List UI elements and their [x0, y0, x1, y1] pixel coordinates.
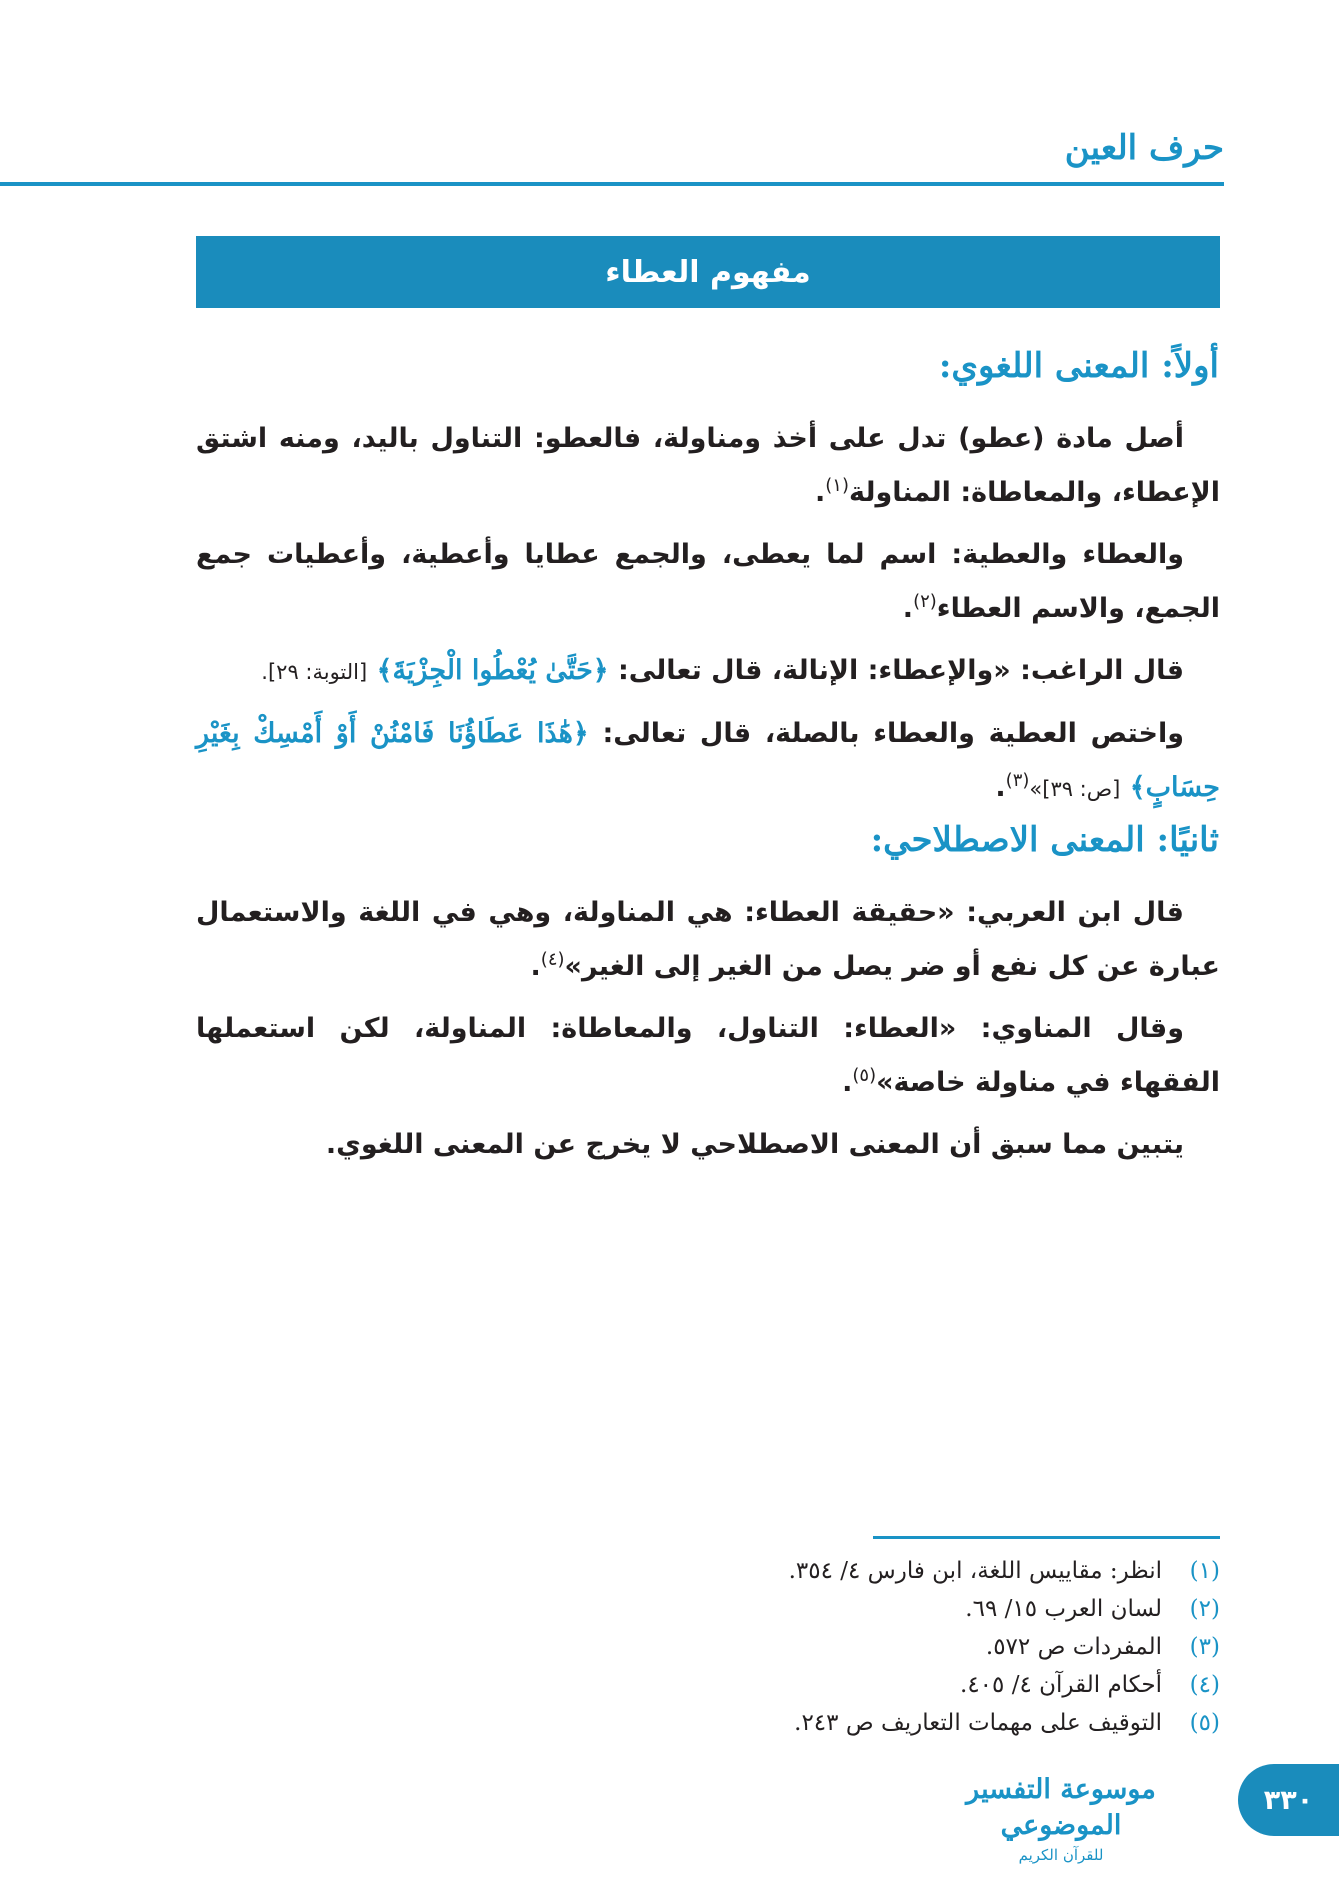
paragraph-text: قال ابن العربي: «حقيقة العطاء: هي المناولة، وهي في اللغة والاستعمال عبارة عن كل نفع أو ضر يصل من الغير إلى الغير» [196, 897, 1220, 982]
footnote-ref[interactable]: (٤) [540, 949, 565, 970]
footnote-number: (٥) [1189, 1710, 1220, 1736]
footnote-text: المفردات ص ٥٧٢. [985, 1634, 1162, 1660]
paragraph-text: وقال المناوي: «العطاء: التناول، والمعاطاة: المناولة، لكن استعملها الفقهاء في مناولة خاصة» [196, 1013, 1220, 1098]
footnotes-list [400, 1552, 1220, 1742]
paragraph: والعطاء والعطية: اسم لما يعطى، والجمع عطايا وأعطية، وأعطيات جمع الجمع، والاسم العطاء$^{(٢)}$. [196, 539, 1220, 624]
footnote-item [400, 1704, 1220, 1742]
topic-title: مفهوم العطاء [605, 254, 811, 290]
paragraph: أصل مادة (عطو) تدل على أخذ ومناولة، فالعطو: التناول باليد، ومنه اشتق الإعطاء، والمعاطاة: المناولة$^{(١)}$. [196, 423, 1220, 508]
paragraph [196, 1118, 1220, 1172]
footnote-item [400, 1628, 1220, 1666]
paragraph-text: يتبين مما سبق أن المعنى الاصطلاحي لا يخرج عن المعنى اللغوي. [325, 1129, 1184, 1160]
header-rule [0, 182, 1224, 186]
verse-citation: [ص: ٣٩]» [1029, 777, 1121, 801]
footnote-ref[interactable]: (٣) [1005, 770, 1030, 791]
footnote-number: (٣) [1189, 1634, 1220, 1660]
verse-citation: [التوبة: ٢٩]. [261, 660, 368, 684]
page-number: ٣٣٠ [1263, 1784, 1314, 1816]
encyclopedia-logo [925, 1772, 1197, 1864]
page-number-badge [1238, 1764, 1339, 1836]
section-technical-body [196, 886, 1220, 1180]
paragraph-text: والعطاء والعطية: اسم لما يعطى، والجمع عطايا وأعطية، وأعطيات جمع الجمع، والاسم العطاء [196, 539, 1220, 624]
chapter-title: حرف العين [1064, 128, 1224, 168]
footnote-ref[interactable]: (١) [825, 475, 849, 496]
paragraph-text: قال الراغب: «والإعطاء: الإنالة، قال تعالى: [618, 655, 1184, 686]
footnote-text: لسان العرب ١٥/ ٦٩. [965, 1596, 1162, 1622]
footnote-item [400, 1590, 1220, 1628]
footnote-text: التوقيف على مهمات التعاريف ص ٢٤٣. [794, 1710, 1162, 1736]
paragraph: قال ابن العربي: «حقيقة العطاء: هي المناولة، وهي في اللغة والاستعمال عبارة عن كل نفع أو ضر يصل من الغير إلى الغير»$^{(٤)}$. [196, 897, 1220, 982]
topic-title-band [196, 236, 1220, 308]
paragraph-text: واختص العطية والعطاء بالصلة، قال تعالى: [602, 718, 1184, 749]
quran-bracket-open: ﴿ [572, 718, 589, 749]
paragraph: واختص العطية والعطاء بالصلة، قال تعالى: ﴿هَٰذَا عَطَاؤُنَا فَامْنُنْ أَوْ أَمْسِكْ بِغَيْرِ حِسَابٍ﴾ [ص: ٣٩]»$^{(٣)}$. [196, 718, 1220, 803]
section-heading-linguistic: أولاً: المعنى اللغوي: [938, 346, 1219, 386]
paragraph-text: أصل مادة (عطو) تدل على أخذ ومناولة، فالعطو: التناول باليد، ومنه اشتق الإعطاء، والمعاطاة: المناولة [196, 423, 1220, 508]
footnote-ref[interactable]: (٢) [913, 591, 937, 612]
quran-bracket-close: ﴾ [376, 655, 393, 686]
quran-bracket-open: ﴿ [592, 655, 609, 686]
footnote-text: انظر: مقاييس اللغة، ابن فارس ٤/ ٣٥٤. [788, 1558, 1162, 1584]
paragraph [196, 644, 1220, 699]
footnote-number: (٢) [1189, 1596, 1220, 1622]
footnote-rule [873, 1536, 1220, 1539]
logo-subtitle: للقرآن الكريم [1018, 1846, 1104, 1864]
footnote-item [400, 1666, 1220, 1704]
footnote-item [400, 1552, 1220, 1590]
section-heading-technical: ثانيًا: المعنى الاصطلاحي: [870, 820, 1219, 860]
footnote-number: (٤) [1189, 1672, 1220, 1698]
quran-bracket-close: ﴾ [1129, 772, 1146, 803]
footnote-number: (١) [1189, 1558, 1220, 1584]
quran-verse: حَتَّىٰ يُعْطُوا الْجِزْيَةَ [392, 655, 593, 686]
footnote-ref[interactable]: (٥) [852, 1065, 877, 1086]
section-linguistic-body [196, 412, 1220, 824]
quran-verse: هَٰذَا عَطَاؤُنَا فَامْنُنْ أَوْ أَمْسِكْ بِغَيْرِ حِسَابٍ [196, 718, 1220, 803]
footnote-text: أحكام القرآن ٤/ ٤٠٥. [960, 1672, 1162, 1698]
paragraph: وقال المناوي: «العطاء: التناول، والمعاطاة: المناولة، لكن استعملها الفقهاء في مناولة خاصة»$^{(٥)}$. [196, 1013, 1220, 1098]
logo-title: موسوعة التفسير الموضوعي [966, 1774, 1156, 1841]
